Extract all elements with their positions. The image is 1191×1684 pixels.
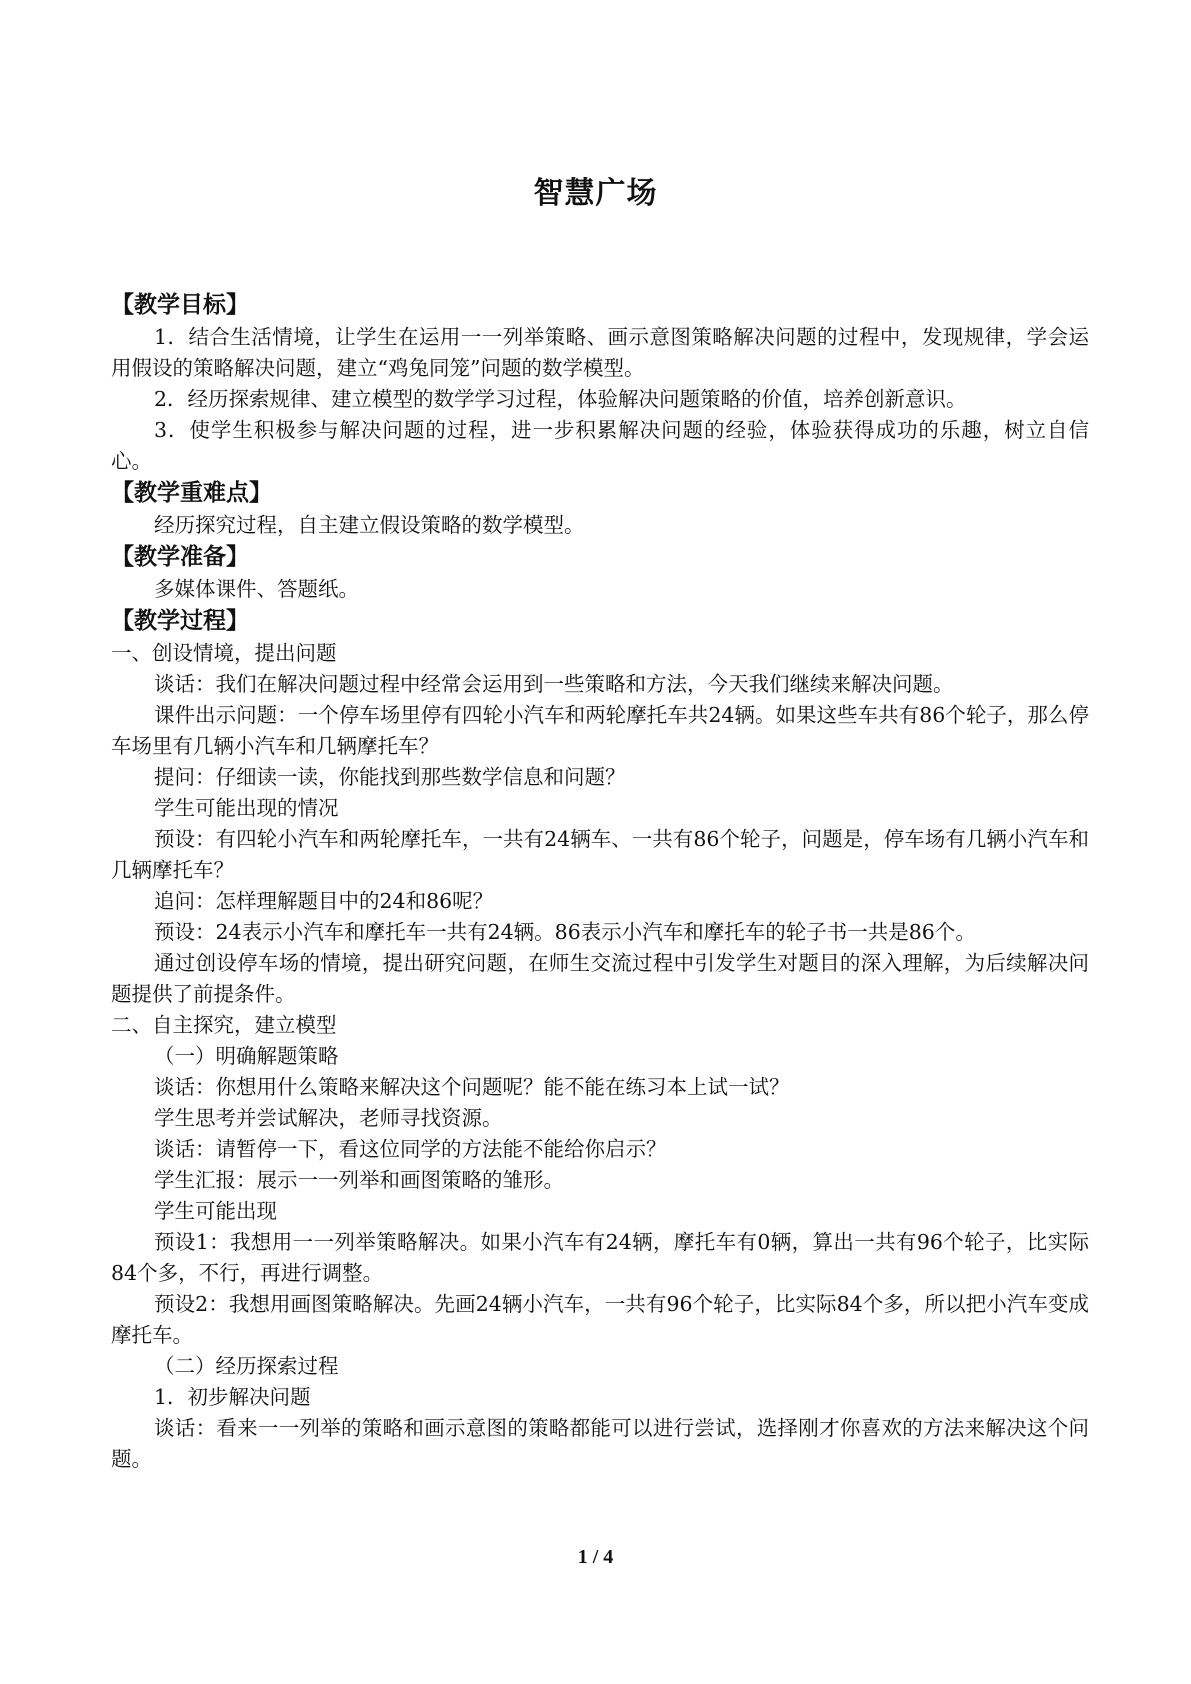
paragraph: 预设2：我想用画图策略解决。先画24辆小汽车，一共有96个轮子，比实际84个多，所以把小汽车变成摩托车。 [111, 1292, 1089, 1347]
paragraph: 学生思考并尝试解决，老师寻找资源。 [154, 1106, 503, 1130]
paragraph: 通过创设停车场的情境，提出研究问题，在师生交流过程中引发学生对题目的深入理解，为后续解决问题提供了前提条件。 [111, 951, 1089, 1006]
part1-heading: 一、创设情境，提出问题 [111, 641, 337, 665]
process-heading: 【教学过程】 [111, 608, 249, 634]
preparation-heading: 【教学准备】 [111, 544, 249, 570]
paragraph: 学生可能出现的情况 [154, 796, 339, 820]
paragraph: 谈话：你想用什么策略来解决这个问题呢？能不能在练习本上试一试？ [154, 1075, 790, 1099]
step-heading: 1．初步解决问题 [154, 1385, 311, 1409]
key-points-heading: 【教学重难点】 [111, 480, 272, 506]
goal-item: 1．结合生活情境，让学生在运用一一列举策略、画示意图策略解决问题的过程中，发现规律，学会运用假设的策略解决问题，建立“鸡兔同笼”问题的数学模型。 [111, 325, 1089, 380]
paragraph: 提问：仔细读一读，你能找到那些数学信息和问题？ [154, 765, 626, 789]
paragraph: 谈话：请暂停一下，看这位同学的方法能不能给你启示？ [154, 1137, 667, 1161]
paragraph: 学生可能出现 [154, 1199, 277, 1223]
subsection-heading: （一）明确解题策略 [154, 1044, 339, 1068]
goal-item: 3．使学生积极参与解决问题的过程，进一步积累解决问题的经验，体验获得成功的乐趣，树立自信心。 [111, 418, 1089, 473]
part2-heading: 二、自主探究，建立模型 [111, 1013, 337, 1037]
key-points-text: 经历探究过程，自主建立假设策略的数学模型。 [154, 513, 585, 537]
page-number: 1 / 4 [577, 1546, 614, 1568]
goals-heading: 【教学目标】 [111, 292, 249, 318]
paragraph: 预设：有四轮小汽车和两轮摩托车，一共有24辆车、一共有86个轮子，问题是，停车场有几辆小汽车和几辆摩托车？ [111, 827, 1089, 882]
goal-item: 2．经历探索规律、建立模型的数学学习过程，体验解决问题策略的价值，培养创新意识。 [154, 387, 967, 411]
paragraph: 学生汇报：展示一一列举和画图策略的雏形。 [154, 1168, 564, 1192]
subsection-heading: （二）经历探索过程 [154, 1354, 339, 1378]
document-title: 智慧广场 [533, 176, 658, 211]
paragraph: 追问：怎样理解题目中的24和86呢？ [154, 889, 494, 913]
preparation-text: 多媒体课件、答题纸。 [154, 577, 359, 601]
paragraph: 预设：24表示小汽车和摩托车一共有24辆。86表示小汽车和摩托车的轮子书一共是86个。 [154, 920, 976, 944]
paragraph: 课件出示问题：一个停车场里停有四轮小汽车和两轮摩托车共24辆。如果这些车共有86个轮子，那么停车场里有几辆小汽车和几辆摩托车？ [111, 703, 1089, 758]
paragraph: 谈话：看来一一列举的策略和画示意图的策略都能可以进行尝试，选择刚才你喜欢的方法来解决这个问题。 [111, 1416, 1089, 1471]
paragraph: 预设1：我想用一一列举策略解决。如果小汽车有24辆，摩托车有0辆，算出一共有96个轮子，比实际84个多，不行，再进行调整。 [111, 1230, 1089, 1285]
document-body [111, 289, 1089, 1475]
paragraph: 谈话：我们在解决问题过程中经常会运用到一些策略和方法，今天我们继续来解决问题。 [154, 672, 954, 696]
